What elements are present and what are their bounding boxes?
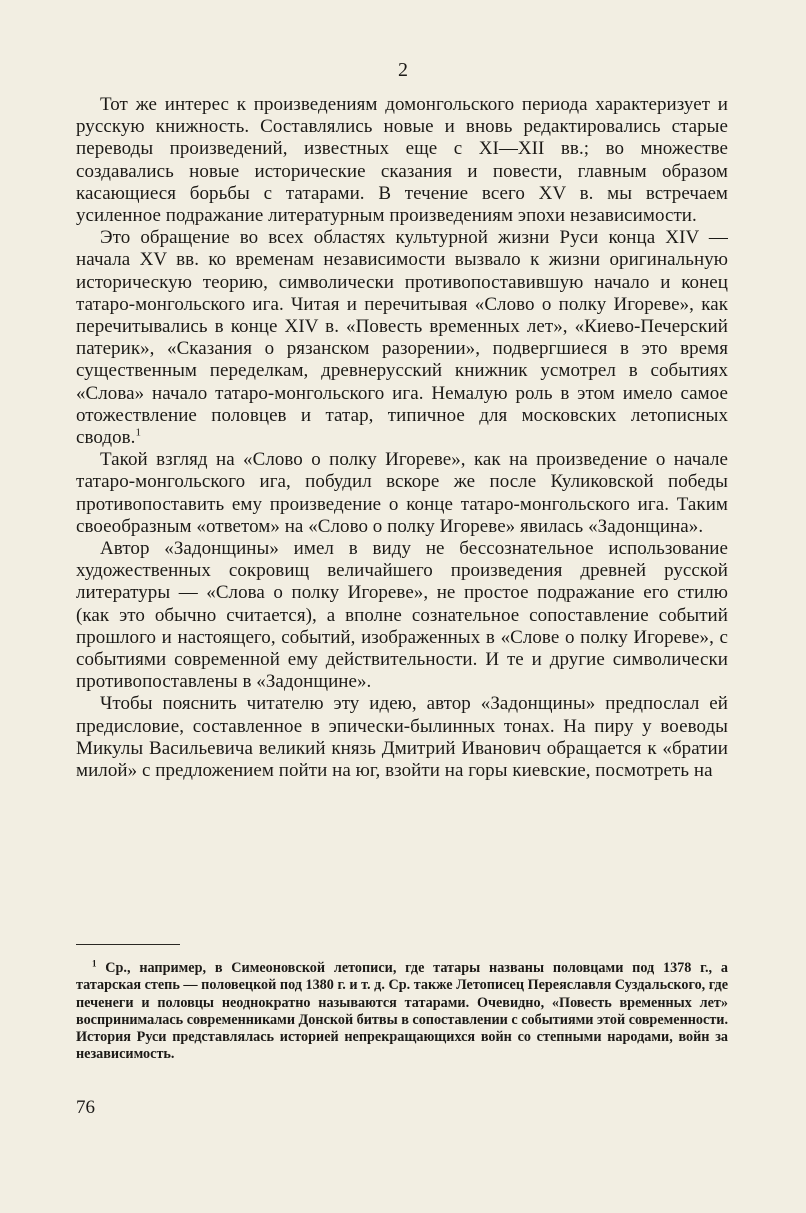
paragraph-1-text: Тот же интерес к произведениям домонгольского периода характеризует и русскую книжность. Составлялись новые и вновь редактировались старые переводы произведений, известных еще с XI—XII вв.; во множестве создавались новые исторические сказания и повести, главным образом касающиеся борьбы с татарами. В течение всего XV в. мы встречаем усиленное подражание литературным произведениям эпохи независимости. (76, 94, 728, 227)
footnote (76, 960, 728, 1064)
footnote-text: Ср., например, в Симеоновской летописи, где татары названы половцами под 1378 г., а татарская степь — половецкой под 1380 г. и т. д. Ср. также Летописец Переяславля Суздальского, где печенеги и половцы неоднократно называются татарами. Очевидно, «Повесть временных лет» воспринималась современниками Донской битвы в сопоставлении с событиями этой современности. История Руси представлялась историей непрекращающихся войн со степными народами, войн за независимость. (76, 960, 729, 1063)
paragraph-3 (76, 449, 728, 538)
body-text (76, 94, 728, 782)
paragraph-2 (76, 227, 728, 449)
paragraph-5 (76, 693, 728, 782)
paragraph-4 (76, 538, 728, 693)
footnote-reference[interactable]: 1 (135, 426, 142, 439)
page-number: 76 (76, 1097, 95, 1118)
paragraph-5-text: Чтобы пояснить читателю эту идею, автор «Задонщины» предпослал ей предисловие, составленное в эпически-былинных тонах. На пиру у воеводы Микулы Васильевича великий князь Дмитрий Иванович обращается к «братии милой» с предложением пойти на юг, взойти на горы киевские, посмотреть на (76, 693, 728, 782)
paragraph-1 (76, 94, 728, 227)
footnote-mark: 1 (92, 958, 97, 969)
paragraph-3-text: Такой взгляд на «Слово о полку Игореве», как на произведение о начале татаро-монгольского ига, побудил вскоре же после Куликовской победы противопоставить ему произведение о конце татаро-монгольского ига. Таким своеобразным «ответом» на «Слово о полку Игореве» явилась «Задонщина». (76, 449, 728, 537)
section-number: 2 (398, 59, 408, 81)
footnote-divider (76, 944, 180, 945)
paragraph-4-text: Автор «Задонщины» имел в виду не бессознательное использование художественных сокровищ величайшего произведения древней русской литературы — «Слова о полку Игореве», не простое подражание его стилю (как это обычно считается), а вполне сознательное сопоставление событий прошлого и настоящего, событий, изображенных в «Слове о полку Игореве», с событиями современной ему действительности. И те и другие символически противопоставлены в «Задонщине». (76, 538, 728, 693)
paragraph-2-text: Это обращение во всех областях культурной жизни Руси конца XIV — начала XV вв. ко временам независимости вызвало к жизни оригинальную историческую теорию, символически противопоставившую начало и конец татаро-монгольского ига. Читая и перечитывая «Слово о полку Игореве», как перечитывались в конце XIV в. «Повесть временных лет», «Киево-Печерский патерик», «Сказания о рязанском разорении», подвергшиеся в это время существенным переделкам, древнерусский книжник усмотрел в событиях «Слова» начало татаро-монгольского ига. Немалую роль в этом имело самое отожествление половцев и татар, типичное для московских летописных сводов. (76, 227, 728, 449)
